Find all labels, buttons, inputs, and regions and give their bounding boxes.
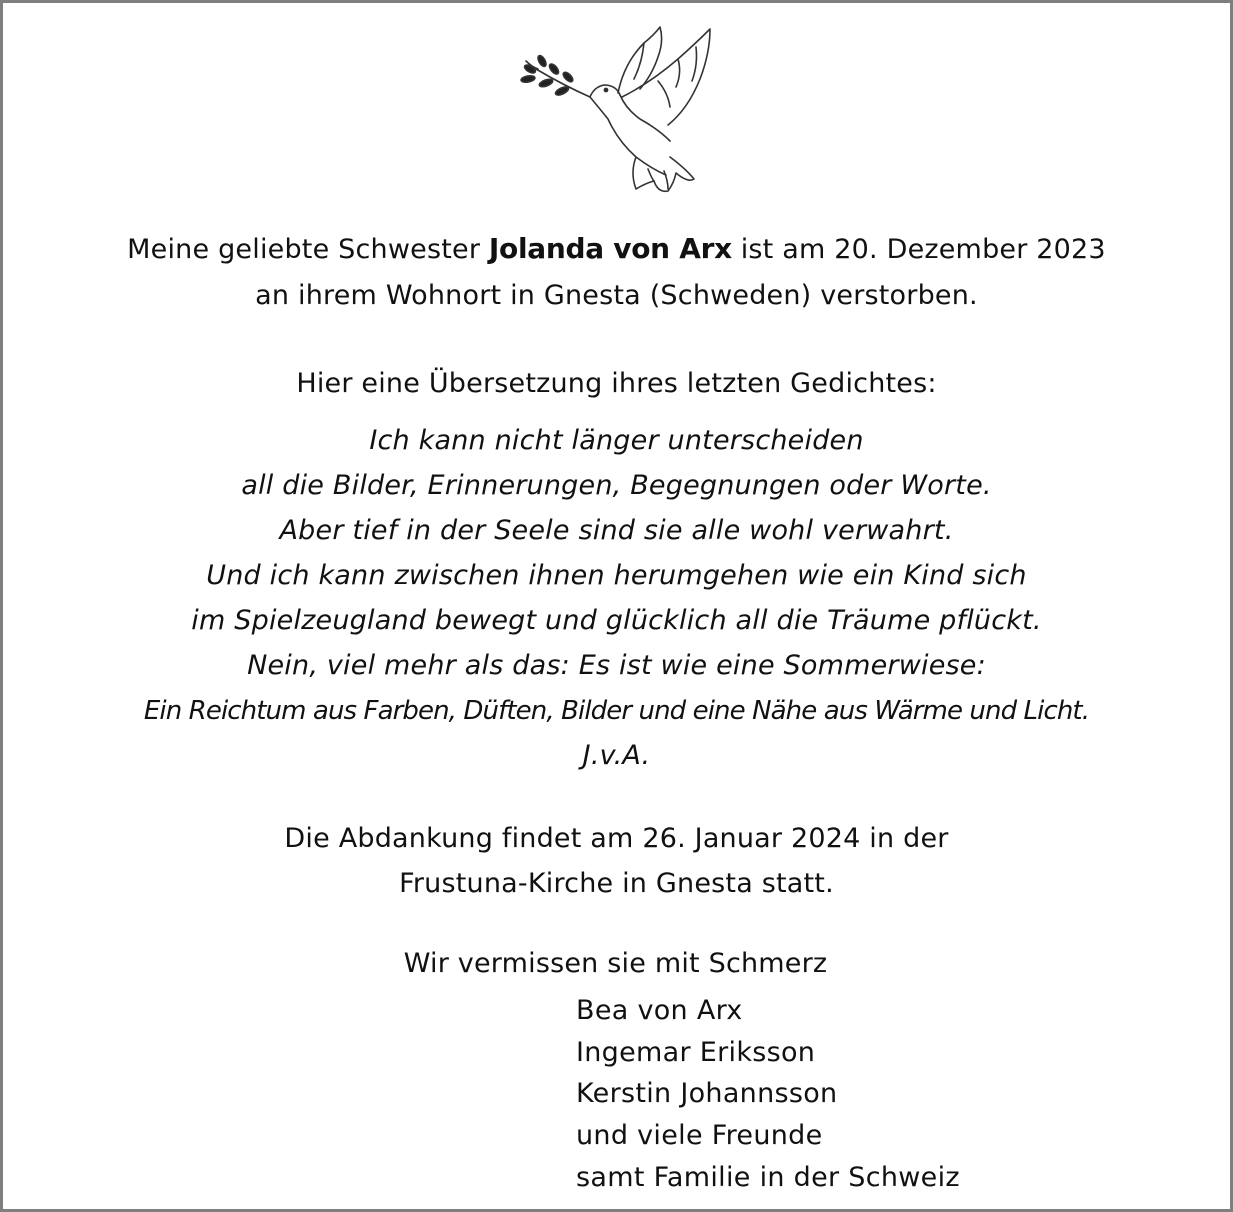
- signer-name: Kerstin Johannsson: [576, 1078, 838, 1109]
- poem-line: Ich kann nicht länger unterscheiden: [369, 425, 864, 456]
- announcement-date: ist am 20. Dezember 2023: [731, 234, 1106, 265]
- poem-line: Und ich kann zwischen ihnen herumgehen wie ein Kind sich: [206, 560, 1027, 591]
- closing-phrase: Wir vermissen sie mit Schmerz: [403, 948, 828, 979]
- service-line-2: Frustuna-Kirche in Gnesta statt.: [399, 868, 834, 899]
- service-line-1: Die Abdankung findet am 26. Januar 2024 in der: [284, 823, 949, 854]
- poem-line: Aber tief in der Seele sind sie alle wohl verwahrt.: [279, 515, 954, 546]
- deceased-name: Jolanda von Arx: [488, 232, 732, 265]
- announcement-line-1: [3, 232, 1230, 267]
- poem-heading: Hier eine Übersetzung ihres letzten Gedichtes:: [296, 368, 937, 399]
- signer-name: samt Familie in der Schweiz: [576, 1162, 960, 1193]
- poem-line: all die Bilder, Erinnerungen, Begegnungen oder Worte.: [241, 470, 992, 501]
- poem-line: im Spielzeugland bewegt und glücklich all die Träume pflückt.: [191, 605, 1042, 636]
- signer-name: Ingemar Eriksson: [576, 1037, 816, 1068]
- announcement-intro: Meine geliebte Schwester: [127, 234, 489, 265]
- dove-icon: [518, 23, 718, 197]
- signer-name: und viele Freunde: [576, 1120, 823, 1151]
- signer-name: Bea von Arx: [576, 995, 743, 1026]
- poem-line: Nein, viel mehr als das: Es ist wie eine Sommerwiese:: [247, 650, 986, 681]
- announcement-line-2: an ihrem Wohnort in Gnesta (Schweden) verstorben.: [255, 280, 978, 311]
- poem-line: Ein Reichtum aus Farben, Düften, Bilder und eine Nähe aus Wärme und Licht.: [143, 696, 1090, 726]
- poem-signature: J.v.A.: [582, 740, 651, 771]
